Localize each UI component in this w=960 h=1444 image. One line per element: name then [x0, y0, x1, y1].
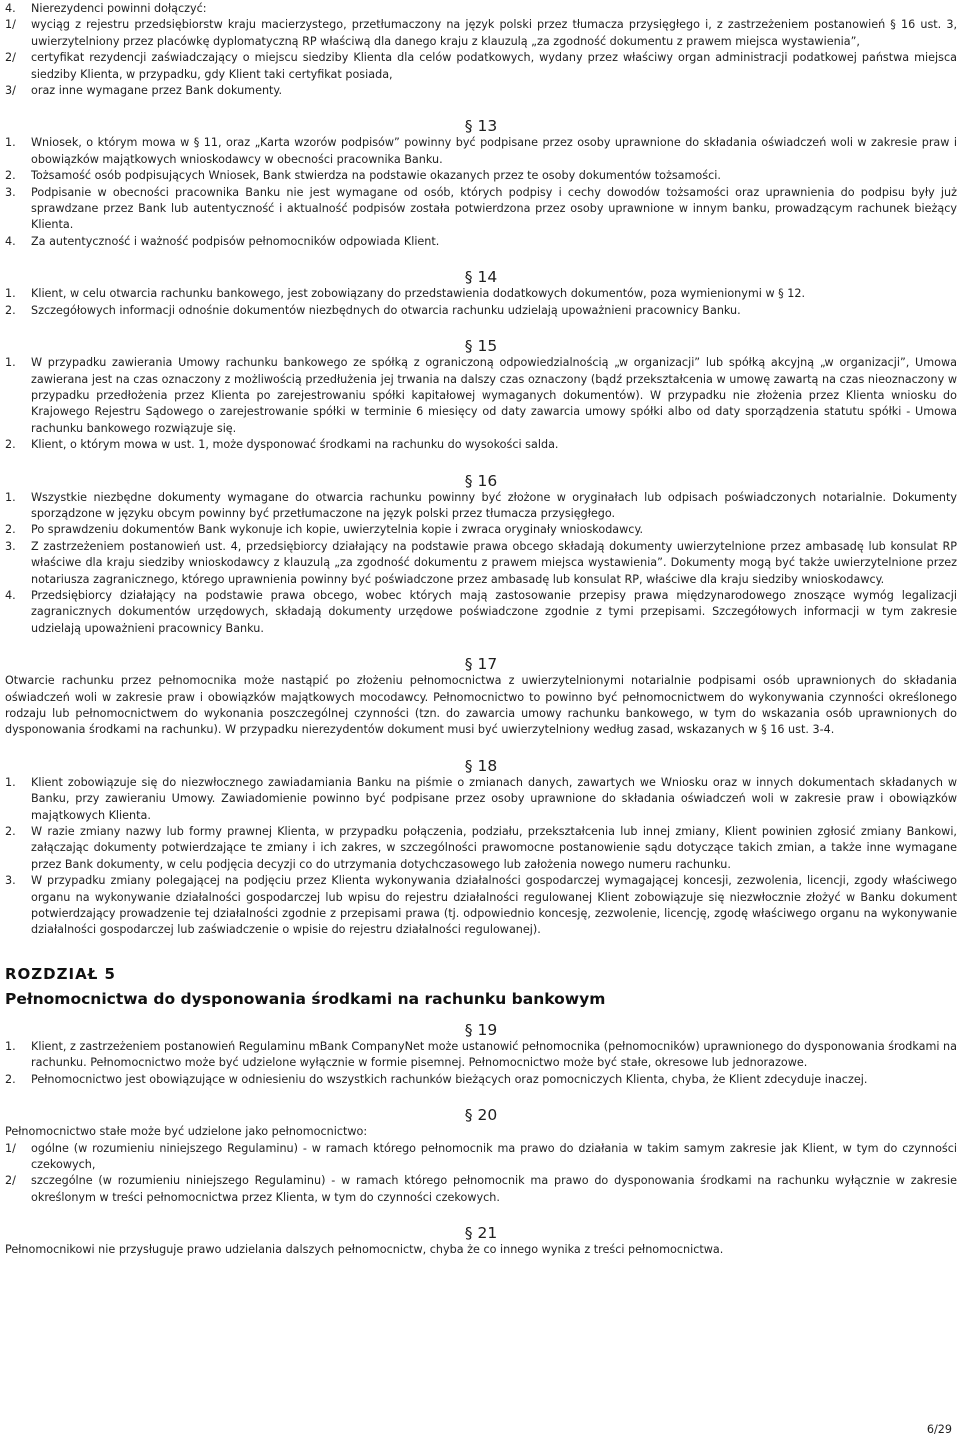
chapter-label: ROZDZIAŁ 5: [5, 964, 116, 983]
section-17-text: Otwarcie rachunku przez pełnomocnika może nastąpić po złożeniu pełnomocnictwa z uwierzytelnionymi notarialnie podpisami osób uprawnionych do składania oświadczeń woli w zakresie praw i obowiązków majątkowych mocodawcy. Pełnomocnictwo to powinno być pełnomocnictwem do wykonywania czynności określonego rodzaju lub pełnomocnictwem do wykonania poszczególnej czynności (tzn. do zawarcia umowy rachunku bankowego, w tym do wskazania osób uprawnionych do dysponowania środkami na rachunku). W przypadku nierezydentów dokument musi być uwierzytelniony według zasad, wskazanych w § 16 ust. 3-4.: [5, 674, 957, 737]
list-item: 2. Szczegółowych informacji odnośnie dokumentów niezbędnych do otwarcia rachunku udzielają upoważnieni pracownicy Banku.: [5, 303, 741, 317]
list-item: 1. Wszystkie niezbędne dokumenty wymagane do otwarcia rachunku powinny być złożone w oryginałach lub odpisach poświadczonych notarialnie. Dokumenty sporządzone w języku obcym powinny być przetłumaczone na język polski przez tłumacza przysięgłego.: [5, 490, 957, 520]
section-20-lead: Pełnomocnictwo stałe może być udzielone jako pełnomocnictwo:: [5, 1125, 368, 1139]
list-item: 3. Podpisanie w obecności pracownika Banku nie jest wymagane od osób, których podpisy i cechy dowodów tożsamości oraz uprawnienia do podpisu były już sprawdzane przez Bank lub autentyczność i aktualność podpisów została potwierdzona przez osoby uprawnione w innym banku, prowadzącym rachunek bieżący Klienta.: [5, 185, 957, 232]
list-item: 1. Klient, z zastrzeżeniem postanowień Regulaminu mBank CompanyNet może ustanowić pełnomocnika (pełnomocników) uprawnionego do dysponowania środkami na rachunku. Pełnomocnictwo może być udzielone wyłącznie w formie pisemnej. Pełnomocnictwo może być stałe, okresowe lub jednorazowe.: [5, 1039, 957, 1070]
section-21-heading: § 21: [464, 1224, 498, 1243]
section-15-heading: § 15: [464, 337, 498, 356]
list-item: 2/ certyfikat rezydencji zaświadczający o miejscu siedziby Klienta dla celów podatkowych, wydany przez właściwy organ administracji podatkowej państwa miejsca siedziby Klienta, w przypadku, gdy Klient taki certyfikat posiada,: [5, 51, 957, 81]
list-item: 1. W przypadku zawierania Umowy rachunku bankowego ze spółką z ograniczoną odpowiedzialnością „w organizacji” lub spółką akcyjną „w organizacji”, Umowa zawierana jest na czas oznaczony z możliwością przedłużenia jej trwania na dalszy czas oznaczony (bądź przekształcenia w umowę zawartą na czas nieoznaczony w przypadku przedłożenia przez Klienta po zarejestrowaniu spółki kapitałowej wymaganych dokumentów). W przypadku nie złożenia przez Klienta wniosku do Krajowego Rejestru Sądowego o zarejestrowanie spółki w terminie 6 miesięcy od daty zawarcia umowy spółki albo od daty sporządzenia statutu spółki - Umowa rachunku bankowego rozwiązuje się.: [5, 356, 957, 435]
list-item: 2/ szczególne (w rozumieniu niniejszego Regulaminu) - w ramach którego pełnomocnik ma prawo do dysponowania środkami na rachunku wyłącznie w zakresie określonym w treści pełnomocnictwa przez Klienta, w tym do czynności czekowych.: [5, 1174, 957, 1204]
list-item: 1. Klient, w celu otwarcia rachunku bankowego, jest zobowiązany do przedstawienia dodatkowych dokumentów, poza wymienionymi w § 12.: [5, 287, 806, 301]
list-item: 2. Pełnomocnictwo jest obowiązujące w odniesieniu do wszystkich rachunków bieżących oraz pomocniczych Klienta, chyba, że Klient zdecyduje inaczej.: [5, 1072, 868, 1086]
section-17-heading: § 17: [464, 655, 498, 674]
nonresident-block: [5, 1, 957, 99]
list-item: 1/ wyciąg z rejestru przedsiębiorstw kraju macierzystego, przetłumaczony na język polski przez tłumacza przysięgłego i, z zastrzeżeniem postanowień § 16 ust. 3, uwierzytelniony przez placówkę dyplomatyczną RP właściwą dla danego kraju z klauzulą „za zgodność dokumentu z prawem miejsca wystawienia”,: [5, 18, 957, 48]
list-item: 2. Tożsamość osób podpisujących Wniosek, Bank stwierdza na podstawie okazanych przez te osoby dokumentów tożsamości.: [5, 169, 721, 183]
section-21-text: Pełnomocnikowi nie przysługuje prawo udzielania dalszych pełnomocnictw, chyba że co innego wynika z treści pełnomocnictwa.: [5, 1243, 724, 1257]
section-13-heading: § 13: [464, 117, 498, 136]
list-item: 4. Za autentyczność i ważność podpisów pełnomocników odpowiada Klient.: [5, 234, 440, 248]
list-item: 1. Klient zobowiązuje się do niezwłocznego zawiadamiania Banku na piśmie o zmianach danych, zawartych we Wniosku oraz w innych dokumentach składanych w Banku, przy zawieraniu Umowy. Zawiadomienie powinno być podpisane przez osoby uprawnione do składania oświadczeń woli w zakresie praw i obowiązków majątkowych Klienta.: [5, 775, 957, 822]
section-18-heading: § 18: [464, 756, 498, 775]
page-number: 6/29: [926, 1422, 952, 1436]
list-item: 4. Nierezydenci powinni dołączyć:: [5, 2, 207, 15]
section-14-heading: § 14: [464, 268, 498, 287]
list-item: 2. Klient, o którym mowa w ust. 1, może dysponować środkami na rachunku do wysokości salda.: [5, 438, 559, 452]
list-item: 3. Z zastrzeżeniem postanowień ust. 4, przedsiębiorcy działający na podstawie prawa obcego składają dokumenty uwierzytelnione przez ambasadę lub konsulat RP właściwe dla kraju siedziby wnioskodawcy z klauzulą „za zgodność dokumentu z prawem miejsca wystawienia”. Dokumenty mogą być także uwierzytelnione przez notariusza zagranicznego, którego uprawnienia powinny być poświadczone przez ambasadę lub konsulat RP, właściwe dla kraju siedziby wnioskodawcy.: [5, 539, 957, 586]
section-19-heading: § 19: [464, 1020, 498, 1039]
section-20-heading: § 20: [464, 1106, 498, 1125]
list-item: 3. W przypadku zmiany polegającej na podjęciu przez Klienta wykonywania działalności gospodarczej wymagającej koncesji, zezwolenia, licencji, zgody właściwego organu na wykonywanie działalności gospodarczej lub wpisu do rejestru działalności regulowanej Klient zobowiązuje się niezwłocznie złożyć w Banku dokument potwierdzający prowadzenie tej działalności zgodnie z przepisami prawa (tj. odpowiednio koncesję, zezwolenie, licencję, zgodę właściwego organu na wykonywanie działalności gospodarczej lub zaświadczenie o wpisie do rejestru działalności regulowanej).: [5, 874, 957, 937]
list-item: 1/ ogólne (w rozumieniu niniejszego Regulaminu) - w ramach którego pełnomocnik ma prawo do działania w takim samym zakresie jak Klient, w tym do czynności czekowych,: [5, 1141, 957, 1171]
section-16-heading: § 16: [464, 471, 498, 490]
list-item: 2. W razie zmiany nazwy lub formy prawnej Klienta, w przypadku połączenia, podziału, przekształcenia lub innej zmiany, Klient powinien zgłosić zmiany Bankowi, załączając dokumenty potwierdzające te zmiany i ich zakres, w szczególności prawomocne postanowienie sądu dotyczące takich zmian, a także inne wymagane przez Bank dokumenty, w celu podjęcia decyzji co do utrzymania dotychczasowego lub założenia nowego numeru rachunku.: [5, 825, 957, 871]
list-item: 1. Wniosek, o którym mowa w § 11, oraz „Karta wzorów podpisów” powinny być podpisane przez osoby uprawnione do składania oświadczeń woli w zakresie praw i obowiązków majątkowych wnioskodawcy w obecności pracownika Banku.: [5, 136, 957, 166]
list-item: 4. Przedsiębiorcy działający na podstawie prawa obcego, wobec których mają zastosowanie przepisy prawa międzynarodowego znoszące wymóg legalizacji zagranicznych dokumentów urzędowych, składają dokumenty urzędowe poświadczone zgodnie z tymi przepisami. Szczegółowych informacji w tym zakresie udzielają upoważnieni pracownicy Banku.: [5, 588, 957, 635]
list-item: 3/ oraz inne wymagane przez Bank dokumenty.: [5, 84, 283, 98]
chapter-title: Pełnomocnictwa do dysponowania środkami na rachunku bankowym: [5, 989, 606, 1008]
document-page: [5, 0, 957, 1259]
list-item: 2. Po sprawdzeniu dokumentów Bank wykonuje ich kopie, uwierzytelnia kopie i zwraca oryginały wnioskodawcy.: [5, 523, 644, 537]
